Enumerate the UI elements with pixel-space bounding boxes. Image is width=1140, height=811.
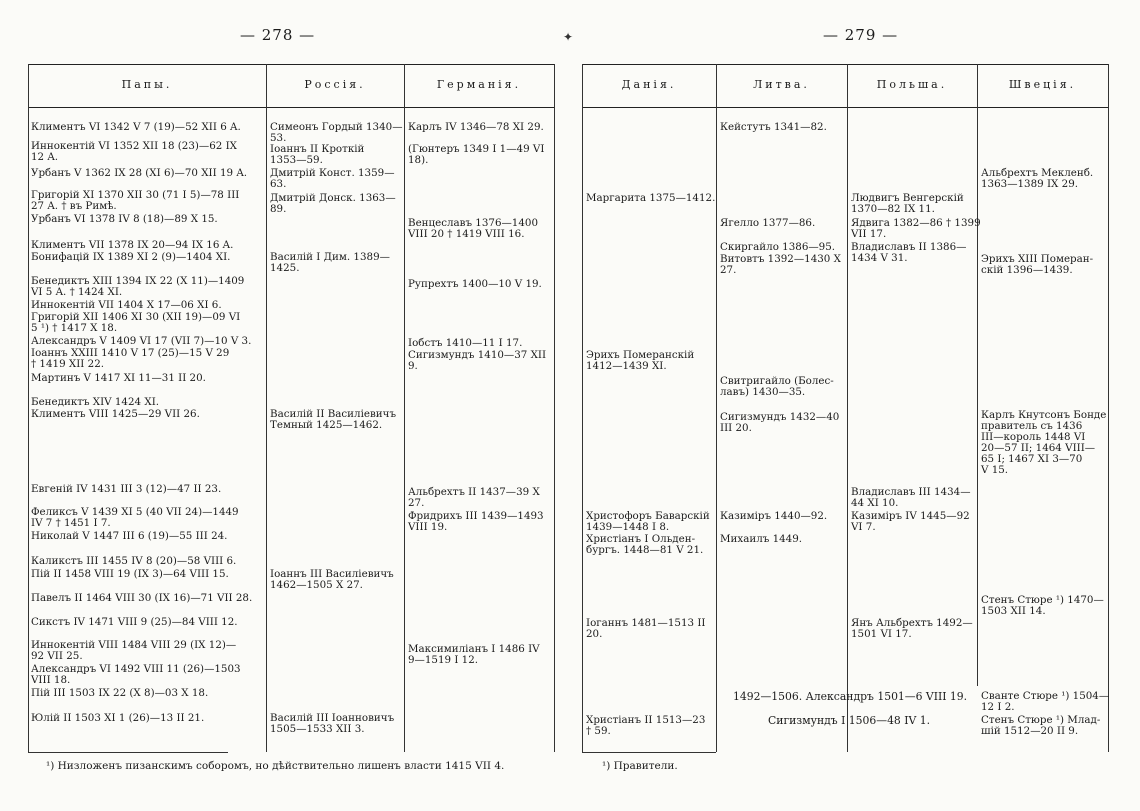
pope-entry: Григорій XI 1370 XII 30 (71 I 5)—78 III 27 A. † въ Римѣ. [31,189,240,212]
gutter-ornament: ✦ [563,30,574,44]
pope-entry: Феликсъ V 1439 XI 5 (40 VII 24)—1449 IV 7 † 1451 I 7. [31,506,239,529]
russia-entry: Дмитрій Конст. 1359— 63. [270,167,395,190]
sweden-entry: Стенъ Стюре ¹) Млад- шій 1512—20 II 9. [981,714,1101,737]
pope-entry: Каликстъ III 1455 IV 8 (20)—58 VIII 6. [31,555,237,567]
pope-entry: Бонифацій IX 1389 XI 2 (9)—1404 XI. [31,251,231,263]
footnote-rule [582,752,716,753]
sweden-entry: Стенъ Стюре ¹) 1470— 1503 XII 14. [981,594,1104,617]
lithuania-entry: Витовтъ 1392—1430 X 27. [720,253,841,276]
footnote-left: ¹) Низложенъ пизанскимъ соборомъ, но дѣйствительно лишенъ власти 1415 VII 4. [46,760,505,772]
sweden-entry: Альбрехтъ Мекленб. 1363—1389 IX 29. [981,167,1094,190]
germany-entry: Іобстъ 1410—11 I 17. [408,337,523,349]
header-sweden: Швеція. [1008,78,1077,91]
poland-entry: Янъ Альбрехтъ 1492— 1501 VI 17. [851,617,973,640]
page-number-right: — 279 — [823,26,899,44]
pope-entry: Иннокентій VI 1352 XII 18 (23)—62 IX 12 A. [31,140,237,163]
pope-entry: Урбанъ V 1362 IX 28 (XI 6)—70 XII 19 A. [31,167,248,179]
column-divider [28,64,29,752]
lithuania-entry: Скиргайло 1386—95. [720,241,836,253]
lithuania-entry: Ягелло 1377—86. [720,217,816,229]
pope-entry: Павелъ II 1464 VIII 30 (IX 16)—71 VII 28. [31,592,253,604]
pope-entry: Урбанъ VI 1378 IV 8 (18)—89 X 15. [31,213,218,225]
lithuania-entry: Казиміръ 1440—92. [720,510,828,522]
germany-entry: Рупрехтъ 1400—10 V 19. [408,278,542,290]
pope-entry: Климентъ VIII 1425—29 VII 26. [31,408,200,420]
pope-entry: Бенедиктъ XIV 1424 XI. [31,396,160,408]
germany-entry: Карлъ IV 1346—78 XI 29. [408,121,544,133]
sweden-entry: Сванте Стюре ¹) 1504— 12 I 2. [981,690,1110,713]
pope-entry: Евгеній IV 1431 III 3 (12)—47 II 23. [31,483,222,495]
pope-entry: Сикстъ IV 1471 VIII 9 (25)—84 VIII 12. [31,616,238,628]
pope-entry: Иннокентій VII 1404 X 17—06 XI 6. [31,299,222,311]
sweden-entry: Эрихъ XIII Померан- скій 1396—1439. [981,253,1094,276]
table-top-rule [582,64,1108,65]
russia-entry: Василій III Іоанновичъ 1505—1533 XII 3. [270,712,395,735]
column-divider [266,64,267,752]
column-divider [716,64,717,752]
pope-entry: Иннокентій VIII 1484 VIII 29 (IX 12)— 92 VII 25. [31,639,237,662]
russia-entry: Іоаннъ II Кроткій 1353—59. [270,143,365,166]
denmark-entry: Эрихъ Померанскій 1412—1439 XI. [586,349,695,372]
pope-entry: Пій II 1458 VIII 19 (IX 3)—64 VIII 15. [31,568,229,580]
germany-entry: Альбрехтъ II 1437—39 X 27. [408,486,540,509]
shared-ruler-entry: 1492—1506. Александръ 1501—6 VIII 19. [733,690,968,703]
shared-ruler-entry: Сигизмундъ I 1506—48 IV 1. [768,714,931,727]
germany-entry: Фридрихъ III 1439—1493 VIII 19. [408,510,544,533]
denmark-entry: Христіанъ I Ольден- бургъ. 1448—81 V 21. [586,533,704,556]
lithuania-entry: Свитригайло (Болес- лавъ) 1430—35. [720,375,834,398]
russia-entry: Симеонъ Гордый 1340— 53. [270,121,403,144]
footnote-right: ¹) Правители. [602,760,678,772]
header-germany: Германія. [436,78,522,91]
germany-entry: (Гюнтеръ 1349 I 1—49 VI 18). [408,143,545,166]
denmark-entry: Христофоръ Баварскій 1439—1448 I 8. [586,510,710,533]
pope-entry: Іоаннъ XXIII 1410 V 17 (25)—15 V 29 † 1419 XII 22. [31,347,230,370]
denmark-entry: Іоганнъ 1481—1513 II 20. [586,617,706,640]
column-divider [554,64,555,752]
right-page [576,0,1140,811]
pope-entry: Александръ VI 1492 VIII 11 (26)—1503 VIII 18. [31,663,241,686]
pope-entry: Климентъ VI 1342 V 7 (19)—52 XII 6 A. [31,121,241,133]
russia-entry: Василій II Василіевичъ Темный 1425—1462. [270,408,396,431]
pope-entry: Юлій II 1503 XI 1 (26)—13 II 21. [31,712,205,724]
pope-entry: Бенедиктъ XIII 1394 IX 22 (X 11)—1409 VI 5 A. † 1424 XI. [31,275,245,298]
header-popes: Папы. [121,78,173,91]
column-divider [847,64,848,752]
header-denmark: Данія. [621,78,677,91]
sweden-entry: Карлъ Кнутсонъ Бонде правитель съ 1436 III—король 1448 VI 20—57 II; 1464 VIII— 65 I; 1467 XI 3—70 V 15. [981,409,1107,476]
russia-entry: Іоаннъ III Василіевичъ 1462—1505 X 27. [270,568,394,591]
header-poland: Польша. [876,78,948,91]
denmark-entry: Христіанъ II 1513—23 † 59. [586,714,706,737]
poland-entry: Людвигъ Венгерскій 1370—82 IX 11. [851,192,964,215]
footnote-rule [28,752,228,753]
germany-entry: Венцеславъ 1376—1400 VIII 20 † 1419 VIII 16. [408,217,539,240]
header-lithuania: Литва. [753,78,810,91]
lithuania-entry: Михаилъ 1449. [720,533,803,545]
page-number-left: — 278 — [240,26,316,44]
header-rule [28,107,554,108]
pope-entry: Пій III 1503 IX 22 (X 8)—03 X 18. [31,687,209,699]
header-rule [582,107,1108,108]
lithuania-entry: Кейстутъ 1341—82. [720,121,827,133]
poland-entry: Ядвига 1382—86 † 1399 VII 17. [851,217,981,240]
left-page [0,0,560,811]
column-divider [404,64,405,752]
poland-entry: Казиміръ IV 1445—92 VI 7. [851,510,970,533]
poland-entry: Владиславъ II 1386— 1434 V 31. [851,241,967,264]
pope-entry: Григорій XII 1406 XI 30 (XII 19)—09 VI 5 ¹) † 1417 X 18. [31,311,241,334]
germany-entry: Сигизмундъ 1410—37 XII 9. [408,349,547,372]
pope-entry: Климентъ VII 1378 IX 20—94 IX 16 A. [31,239,234,251]
column-divider [977,64,978,686]
pope-entry: Мартинъ V 1417 XI 11—31 II 20. [31,372,206,384]
poland-entry: Владиславъ III 1434— 44 XI 10. [851,486,971,509]
table-top-rule [28,64,554,65]
pope-entry: Николай V 1447 III 6 (19)—55 III 24. [31,530,228,542]
column-divider [582,64,583,752]
pope-entry: Александръ V 1409 VI 17 (VII 7)—10 V 3. [31,335,252,347]
russia-entry: Дмитрій Донск. 1363— 89. [270,192,396,215]
russia-entry: Василій I Дим. 1389— 1425. [270,251,390,274]
denmark-entry: Маргарита 1375—1412. [586,192,716,204]
germany-entry: Максимиліанъ I 1486 IV 9—1519 I 12. [408,643,540,666]
header-russia: Россія. [304,78,366,91]
column-divider [1108,64,1109,752]
lithuania-entry: Сигизмундъ 1432—40 III 20. [720,411,840,434]
